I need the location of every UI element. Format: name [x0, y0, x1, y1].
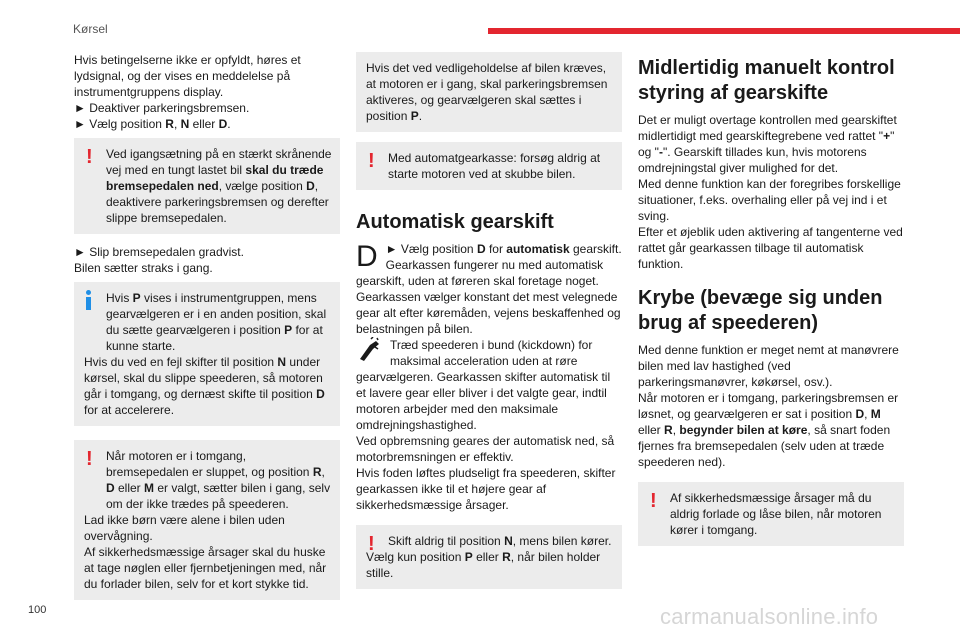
intro-line [356, 240, 622, 273]
intro-text: ► Vælg position D for automatisk gearskift. [385, 242, 622, 256]
warning-box [74, 440, 340, 600]
warning-text: Af sikkerhedsmæssige årsager skal du huske at tage nøglen eller fjernbetjeningen med, når du forlader bilen, selv for et kort stykke tid. [84, 545, 327, 591]
paragraph: Med denne funktion er meget nemt at manøvrere bilen med lav hastighed (ved parkeringsmanøvrer, køkørsel, osv.). [638, 343, 899, 389]
section-heading: Krybe (bevæge sig unden brug af speederen) [638, 287, 883, 334]
warning-text: Med automatgearkasse: forsøg aldrig at starte motoren ved at skubbe bilen. [388, 151, 601, 181]
warning-box [638, 482, 904, 546]
paragraph: Hvis foden løftes pludseligt fra speederen, skifter gearkassen ikke til et højere gear af sikkerhedsmæssige årsager. [356, 466, 616, 512]
column-3 [638, 56, 904, 556]
watermark: carmanualsonline.info [660, 604, 879, 629]
column-2 [356, 52, 622, 599]
kickdown-paragraph [356, 337, 622, 433]
note-box [356, 52, 622, 132]
section-heading: Automatisk gearskift [356, 211, 554, 233]
warning-exclamation-icon: ! [368, 150, 375, 172]
info-box [74, 282, 340, 426]
info-text: Hvis P vises i instrumentgruppen, mens gearvælgeren er i en anden position, skal du sætte gearvælgeren i position P for at kunne starte. [106, 291, 327, 353]
warning-box [74, 138, 340, 234]
warning-exclamation-icon: ! [86, 146, 93, 168]
warning-text: Skift aldrig til position N, mens bilen kører. [388, 534, 612, 548]
paragraph: Gearkassen fungerer nu med automatisk gearskift, uden at føreren skal foretage noget. Gearkassen vælger konstant det mest velegnede gear alt efter køremåden, vejens beskaffenhed og belastningen på bilen. [356, 258, 621, 336]
warning-text: Lad ikke børn være alene i bilen uden overvågning. [84, 513, 285, 543]
drive-position-dropcap: D [356, 240, 378, 273]
paragraph: Når motoren er i tomgang, parkeringsbremsen er løsnet, og gearvælgeren er sat i position D, M eller R, begynder bilen at køre, så snart foden fjernes fra bremsepedalen (selv uden at træde speederen ned). [638, 391, 899, 469]
paragraph: Hvis betingelserne ikke er opfyldt, høres et lydsignal, og der vises en meddelelse på instrumentgruppens display. [74, 53, 301, 99]
page-number: 100 [28, 604, 47, 616]
bullet-item: ► Deaktiver parkeringsbremsen. [74, 101, 250, 115]
paragraph: Ved opbremsning geares der automatisk ned, så motorbremsningen er effektiv. [356, 434, 615, 464]
column-1 [74, 52, 340, 610]
header-accent-bar [488, 28, 960, 34]
info-icon [86, 290, 91, 310]
info-text: Hvis du ved en fejl skifter til position N under kørsel, skal du slippe speederen, så motoren går i tomgang, og dernæst skifte til position D for at accelerere. [84, 355, 325, 417]
note-text: Hvis det ved vedligeholdelse af bilen kræves, at motoren er i gang, skal parkeringsbremsen aktiveres, og gearvælgeren skal sættes i position P. [366, 61, 608, 123]
warning-box [356, 525, 622, 589]
header-section-title: Kørsel [73, 22, 108, 36]
warning-box [356, 142, 622, 190]
paragraph: Med denne funktion kan der foregribes forskellige situationer, f.eks. overhaling eller på vej ind i et sving. [638, 177, 901, 223]
paragraph: Træd speederen i bund (kickdown) for maksimal acceleration uden at røre gearvælgeren. Gearkassen skifter automatisk til et lavere gear eller bliver i det valgte gear, indtil motoren arbejder med den maksimale omdrejningshastighed. [356, 338, 611, 432]
warning-exclamation-icon: ! [86, 448, 93, 470]
kickdown-pedal-icon [356, 337, 382, 361]
warning-exclamation-icon: ! [650, 490, 657, 512]
section-heading: Midlertidig manuelt kontrol styring af gearskifte [638, 57, 895, 104]
warning-text: Ved igangsætning på en stærkt skrånende vej med en tungt lastet bil skal du træde bremsepedalen ned, vælge position D, deaktivere parkeringsbremsen og derefter slippe bremsepedalen. [106, 147, 332, 225]
warning-text: Når motoren er i tomgang, bremsepedalen er sluppet, og position R, D eller M er valgt, sætter bilen i gang, selv om der ikke trædes på speederen. [106, 449, 331, 511]
paragraph: Efter et øjeblik uden aktivering af tangenterne ved rattet går gearkassen tilbage til automatisk funktion. [638, 225, 903, 271]
warning-text: Af sikkerhedsmæssige årsager må du aldrig forlade og låse bilen, når motoren kører i tomgang. [670, 491, 882, 537]
warning-text: Vælg kun position P eller R, når bilen holder stille. [366, 550, 601, 580]
bullet-item: ► Vælg position R, N eller D. [74, 117, 231, 131]
warning-exclamation-icon: ! [368, 533, 375, 555]
paragraph: Det er muligt overtage kontrollen med gearskiftet midlertidigt med gearskiftegrebene ved rattet "+" og "-". Gearskift tillades kun, hvis motorens omdrejningstal giver mulighed for det. [638, 113, 897, 175]
paragraph: Bilen sætter straks i gang. [74, 261, 213, 275]
bullet-item: ► Slip bremsepedalen gradvist. [74, 245, 244, 259]
